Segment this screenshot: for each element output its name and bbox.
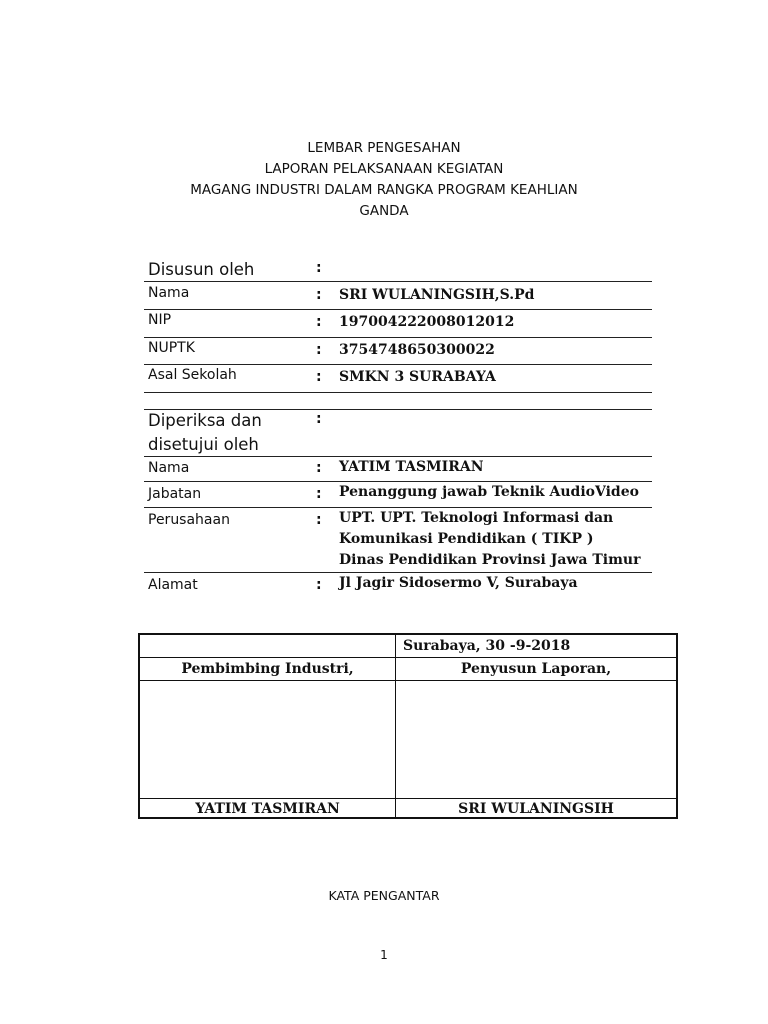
field-value: SMKN 3 SURABAYA bbox=[339, 369, 496, 385]
colon: : bbox=[316, 369, 322, 385]
divider bbox=[144, 364, 652, 365]
title-line-4: GANDA bbox=[359, 203, 409, 219]
colon: : bbox=[316, 512, 322, 528]
divider bbox=[144, 281, 652, 282]
field-label: NUPTK bbox=[148, 340, 195, 356]
diperiksa-heading-1: Diperiksa dan bbox=[148, 411, 262, 430]
left-signer-name: YATIM TASMIRAN bbox=[195, 801, 340, 817]
divider bbox=[144, 392, 652, 393]
divider bbox=[144, 507, 652, 508]
colon: : bbox=[316, 577, 322, 593]
disusun-heading: Disusun oleh bbox=[148, 260, 255, 279]
colon: : bbox=[316, 287, 322, 303]
field-label: Alamat bbox=[148, 577, 198, 593]
signature-table bbox=[138, 633, 678, 819]
title-line-2: LAPORAN PELAKSANAAN KEGIATAN bbox=[264, 161, 504, 177]
field-value: 197004222008012012 bbox=[339, 314, 515, 330]
field-label: Perusahaan bbox=[148, 512, 230, 528]
field-label: Asal Sekolah bbox=[148, 367, 237, 383]
title-line-3: MAGANG INDUSTRI DALAM RANGKA PROGRAM KEAHLIAN bbox=[190, 182, 578, 198]
table-divider bbox=[140, 680, 676, 681]
document-title bbox=[0, 138, 768, 222]
title-line-1: LEMBAR PENGESAHAN bbox=[307, 140, 461, 156]
field-value: YATIM TASMIRAN bbox=[339, 459, 484, 475]
left-role: Pembimbing Industri, bbox=[181, 661, 354, 677]
field-value: 3754748650300022 bbox=[339, 342, 495, 358]
field-label: NIP bbox=[148, 312, 172, 328]
colon: : bbox=[316, 460, 322, 476]
field-value-line-3: Dinas Pendidikan Provinsi Jawa Timur bbox=[339, 552, 641, 568]
right-signer-name: SRI WULANINGSIH bbox=[458, 801, 614, 817]
colon: : bbox=[316, 411, 322, 427]
page-number: 1 bbox=[380, 948, 388, 962]
table-divider bbox=[140, 798, 676, 799]
colon: : bbox=[316, 314, 322, 330]
divider bbox=[144, 409, 652, 410]
divider bbox=[144, 337, 652, 338]
next-section-heading: KATA PENGANTAR bbox=[328, 888, 440, 903]
field-value: SRI WULANINGSIH,S.Pd bbox=[339, 287, 535, 303]
field-value-line-2: Komunikasi Pendidikan ( TIKP ) bbox=[339, 531, 594, 547]
colon: : bbox=[316, 260, 322, 276]
field-label: Jabatan bbox=[148, 486, 202, 502]
divider bbox=[144, 572, 652, 573]
signature-date: Surabaya, 30 -9-2018 bbox=[403, 638, 571, 654]
field-label: Nama bbox=[148, 285, 190, 301]
divider bbox=[144, 309, 652, 310]
colon: : bbox=[316, 342, 322, 358]
field-label: Nama bbox=[148, 460, 190, 476]
field-value-line-1: UPT. UPT. Teknologi Informasi dan bbox=[339, 510, 614, 526]
table-divider bbox=[140, 657, 676, 658]
field-value: Penanggung jawab Teknik AudioVideo bbox=[339, 484, 639, 500]
divider bbox=[144, 456, 652, 457]
field-value: Jl Jagir Sidosermo V, Surabaya bbox=[339, 575, 578, 591]
colon: : bbox=[316, 486, 322, 502]
right-role: Penyusun Laporan, bbox=[460, 661, 612, 677]
divider bbox=[144, 481, 652, 482]
diperiksa-heading-2: disetujui oleh bbox=[148, 435, 259, 454]
